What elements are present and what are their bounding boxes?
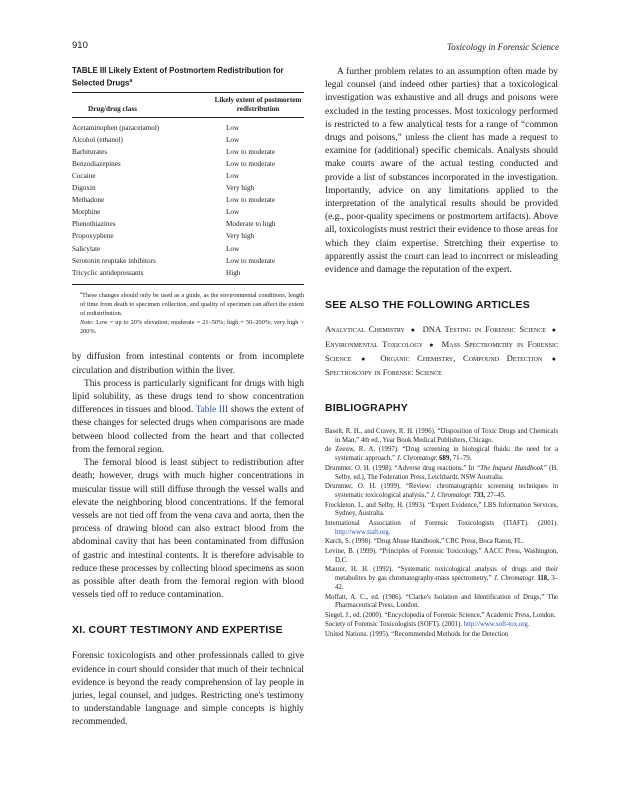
left-body-2	[72, 650, 304, 729]
reference: Drummer, O. H. (1998). “Adverse drug reactions.” In “The Inquest Handbook” (H. Selby, ed.), The Federation Press, Leichhardt, NSW Australia.	[325, 464, 559, 481]
table-footnote: $^a$These changes should only be used as a guide, as the environmental conditions, length of time from death to specimen collection, and quality of specimen can affect the extent of redistribution. Note: Low = up to 20% elevation; moderate = 21–50%; high = 50–200%; very high > 200%.	[80, 289, 304, 335]
extent-cell: Low	[226, 172, 240, 180]
table-row	[72, 243, 304, 255]
reference: Drummer, O. H. (1999). “Review: chromatographic screening techniques in systematic toxicological analysis,” J. Chromatogr. 733, 27–45.	[325, 483, 558, 499]
left-column	[72, 66, 304, 730]
right-column	[325, 66, 558, 640]
see-also-item[interactable]: DNA Testing in Forensic Science	[422, 324, 546, 335]
drug-cell: Morphine	[72, 208, 101, 217]
see-also-item[interactable]: Organic Chemistry, Compound Detection	[380, 353, 543, 364]
reference: Freckleton, I., and Selby, H. (1993). “Expert Evidence,” LBS Information Services, Sydney, Australia.	[325, 501, 558, 518]
reference: Society of Forensic Toxicologists (SOFT). (2001). http://www.soft-tox.org.	[325, 621, 530, 629]
see-also-item[interactable]: Analytical Chemistry	[325, 324, 405, 335]
table-row	[72, 134, 304, 146]
see-also-list	[325, 323, 558, 380]
table-row	[72, 267, 304, 279]
drug-cell: Alcohol (ethanol)	[72, 135, 123, 144]
extent-cell: Low	[226, 208, 240, 217]
see-also-heading: SEE ALSO THE FOLLOWING ARTICLES	[325, 299, 530, 312]
extent-cell: Low to moderate	[226, 159, 276, 168]
extent-cell: Low	[226, 244, 240, 253]
reference: Levine, B. (1999). “Principles of Forensic Toxicology,” AACC Press, Washington, D.C.	[325, 547, 558, 564]
reference: Karch, S. (1998). “Drug Abuse Handbook,” CRC Press, Boca Raton, FL.	[325, 538, 524, 546]
table-row	[72, 122, 304, 134]
paragraph: A further problem relates to an assumption often made by legal counsel (and indeed other parties) that a toxicological investigation was exhaustive and all drugs and poisons were excluded in the testing processes. Most toxicology performed is restricted to a few analytical tests for a range of “common drugs and poisons,” unless the client has made a request to examine for (additional) specific chemicals. Analysts should make courts aware of the actual testing conducted and provide a list of substances incorporated in the investigation. Importantly, advice on any limitations applied to the interpretation of the analytical results should be provided (e.g., poor-quality specimens or postmortem artifacts). Above all, toxicologists must restrict their evidence to those areas for which they claim expertise. Stretching their expertise to apparently assist the court can lead to incorrect or misleading evidence and damage the reputation of the expert.	[325, 67, 558, 276]
extent-cell: Very high	[226, 184, 255, 193]
extent-cell: Low to moderate	[226, 196, 276, 205]
left-body	[72, 351, 304, 602]
page-number: 910	[72, 40, 88, 51]
table-row	[72, 146, 304, 158]
see-also-item[interactable]: Mass Spectrometry in Forensic Science	[325, 338, 558, 364]
table-header	[72, 93, 304, 117]
extent-cell: Very high	[226, 232, 255, 241]
table-body	[72, 118, 304, 284]
running-head: Toxicology in Forensic Science	[446, 42, 559, 52]
bullet-separator: ●	[410, 326, 417, 335]
soft-link[interactable]: http://www.soft-tox.org.	[463, 621, 530, 629]
drug-cell: Digoxin	[72, 184, 96, 193]
table-row	[72, 230, 304, 242]
right-body	[325, 66, 558, 277]
bullet-separator: ●	[551, 326, 556, 335]
bullet-separator: ●	[429, 340, 436, 349]
bullet-separator: ●	[551, 355, 557, 364]
table-col1-header: Drug/drug class	[88, 104, 137, 113]
reference: International Association of Forensic Toxicologists (TIAFT). (2001). http://www.tiaft.org.	[325, 519, 558, 536]
paragraph: The femoral blood is least subject to redistribution after death; however, drugs with much higher concentrations in muscular tissue will still diffuse through the vessel walls and elevate the neighboring blood concentrations. If the femoral vessels are not tied off from the vena cava and aorta, then the process of drawing blood can also extract blood from the abdominal cavity that has been contaminated from diffusion of gastric and intestinal contents. It is therefore advisable to reduce these processes by collecting blood specimens as soon as possible after death from the femoral region with blood vessels tied off to reduce contamination.	[72, 458, 304, 601]
reference: Baselt, R. H., and Cravey, R. H. (1996). “Disposition of Toxic Drugs and Chemicals in Man,” 4th ed., Year Book Medical Publishers, Chicago.	[325, 427, 558, 444]
table-row	[72, 194, 304, 206]
reference: Siegel, J., ed. (2000). “Encyclopedia of Forensic Science,” Academic Press, London.	[325, 611, 556, 619]
table-bottom-rule	[72, 284, 304, 285]
drug-cell: Phenothiazines	[72, 220, 116, 229]
table-row	[72, 255, 304, 267]
tiaft-link[interactable]: http://www.tiaft.org.	[335, 528, 391, 536]
table-row	[72, 170, 304, 182]
paragraph: This process is particularly significant for drugs with high lipid solubility, as these drugs tend to show concentration differences in tissues and blood. Table III shows the extent of these changes for selected drugs when comparisons are made between blood collected from the heart and that collected from the femoral region.	[72, 378, 304, 455]
reference: United Nations. (1995). “Recommended Methods for the Detection	[325, 630, 509, 638]
section-heading: XI. COURT TESTIMONY AND EXPERTISE	[72, 624, 283, 637]
paragraph: by diffusion from intestinal contents or from incomplete circulation and distribution within the liver.	[72, 352, 304, 376]
table-row	[72, 206, 304, 218]
drug-cell: Serotonin reuptake inhibitors	[72, 256, 156, 265]
table-col2-header: Likely extent of postmortem redistribution	[214, 95, 302, 113]
drug-cell: Benzodiazepines	[72, 159, 121, 168]
table-link[interactable]: Table III	[195, 405, 229, 416]
see-also-item[interactable]: Spectroscopy in Forensic Science	[325, 367, 442, 378]
see-also-item[interactable]: Environmental Toxicology	[325, 338, 424, 349]
paragraph: Forensic toxicologists and other professionals called to give evidence in court should consider that much of their technical evidence is beyond the ready comprehension of lay people in juries, legal counsel, and judges. Restricting one's testimony to understandable language and simple concepts is highly recommended.	[72, 651, 304, 728]
table-row	[72, 218, 304, 230]
extent-cell: Moderate to high	[226, 220, 276, 229]
drug-cell: Salicylate	[72, 244, 101, 253]
drug-cell: Cocaine	[72, 172, 96, 180]
extent-cell: Low to moderate	[226, 147, 276, 156]
table-row	[72, 182, 304, 194]
drug-cell: Methadone	[72, 196, 105, 205]
bibliography-heading: BIBLIOGRAPHY	[325, 401, 408, 414]
bullet-separator: ●	[361, 355, 371, 364]
drug-cell: Propoxyphene	[72, 232, 114, 241]
table-row	[72, 158, 304, 170]
extent-cell: High	[226, 268, 241, 277]
drug-cell: Barbiturates	[72, 147, 108, 156]
extent-cell: Low	[226, 135, 240, 144]
reference: Moffatt, A. C., ed. (1986). “Clarke's Isolation and Identification of Drugs,” The Pharmaceutical Press, London.	[325, 593, 558, 610]
reference: de Zeeuw, R. A. (1997). “Drug screening in biological fluids: the need for a systematic approach,” J. Chromatogr. 689, 71–79.	[325, 446, 558, 463]
drug-cell: Tricyclic antidepressants	[72, 268, 144, 277]
extent-cell: Low to moderate	[226, 256, 276, 265]
extent-cell: Low	[226, 123, 240, 132]
reference: Maurer, H. H. (1992). “Systematic toxicological analysis of drugs and their metabolites by gas chromatography-mass spectrometry,” J. Chromatogr. 118, 3–42.	[325, 566, 559, 592]
bibliography-list	[325, 428, 558, 640]
table-title: TABLE III Likely Extent of Postmortem Redistribution for Selected Drugs$^a$	[72, 66, 284, 88]
drug-cell: Acetaminophen (paracetamol)	[72, 123, 160, 132]
